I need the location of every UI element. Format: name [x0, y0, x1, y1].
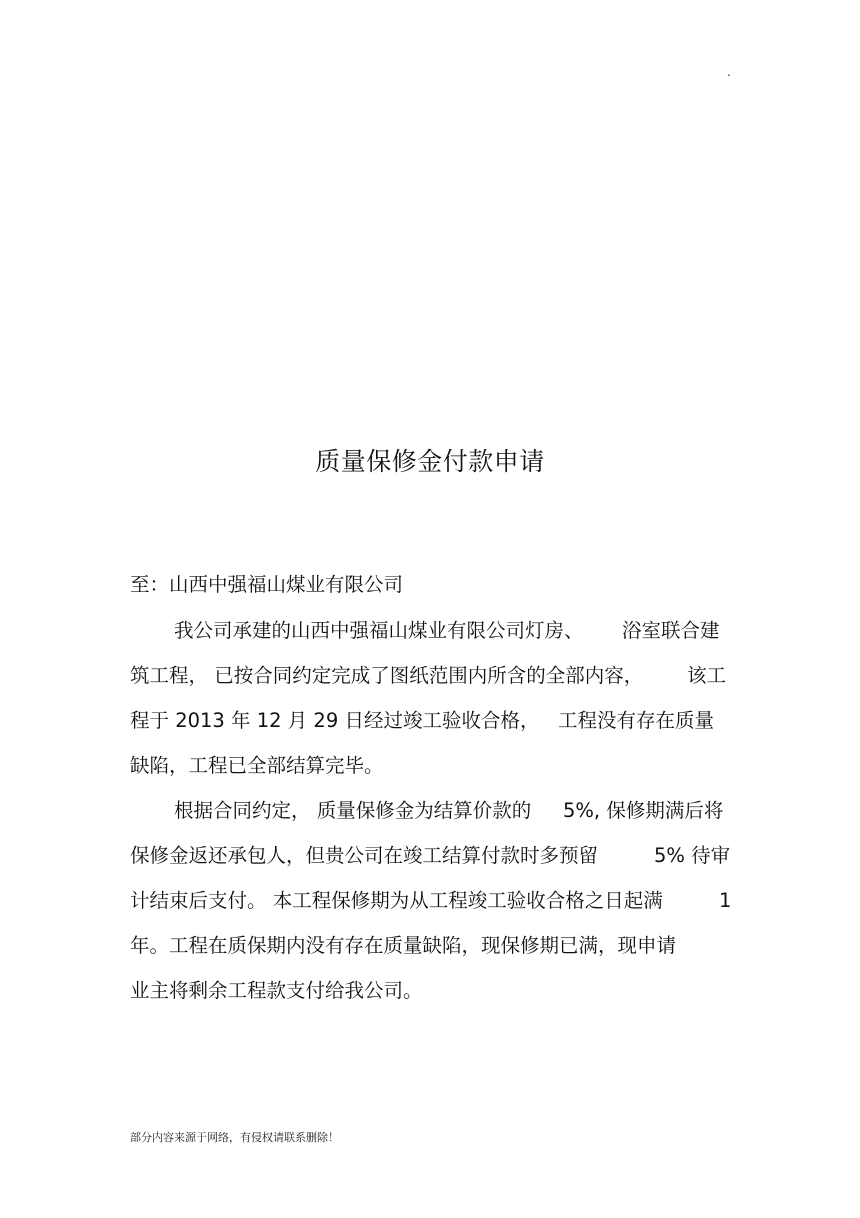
- paragraph-2-line-1-part-2: 5%, 保修期满后将: [563, 799, 724, 822]
- paragraph-1-line-3: [0, 706, 860, 736]
- paragraph-2-line-1-part-1: 根据合同约定， 质量保修金为结算价款的: [174, 799, 532, 822]
- paragraph-2-line-2-part-1: 保修金返还承包人，但贵公司在竣工结算付款时多预留: [130, 844, 599, 867]
- paragraph-1-line-3-part-1: 程于 2013 年 12 月 29 日经过竣工验收合格，: [130, 709, 540, 732]
- paragraph-1-line-1-part-2: 浴室联合建: [622, 619, 720, 642]
- paragraph-1-line-2-part-1: 筑工程， 已按合同约定完成了图纸范围内所含的全部内容，: [130, 664, 644, 687]
- paragraph-2-line-5: 业主将剩余工程款支付给我公司。: [130, 979, 423, 1002]
- footer-disclaimer: 部分内容来源于网络，有侵权请联系删除！: [130, 1131, 339, 1144]
- paragraph-1-line-4: 缺陷，工程已全部结算完毕。: [130, 754, 384, 777]
- paragraph-2-line-3-part-2: 1: [719, 889, 732, 912]
- document-title: 质量保修金付款申请: [315, 447, 545, 476]
- paragraph-2-line-4: 年。工程在质保期内没有存在质量缺陷，现保修期已满，现申请: [130, 934, 677, 957]
- paragraph-1-line-3-part-2: 工程没有存在质量: [558, 709, 715, 732]
- paragraph-1-line-2-part-2: 该工: [687, 664, 727, 687]
- corner-mark: .: [727, 65, 731, 79]
- paragraph-2-line-3-part-1: 计结束后支付。 本工程保修期为从工程竣工验收合格之日起满: [130, 889, 663, 912]
- paragraph-2-line-3: [0, 886, 860, 916]
- recipient-line: 至：山西中强福山煤业有限公司: [130, 573, 404, 596]
- paragraph-2-line-2-part-2: 5% 待审: [654, 844, 731, 867]
- paragraph-1-line-1: [0, 616, 860, 646]
- paragraph-1-line-1-part-1: 我公司承建的山西中强福山煤业有限公司灯房、: [174, 619, 584, 642]
- paragraph-2-line-1: [0, 796, 860, 826]
- paragraph-2-line-2: [0, 841, 860, 871]
- paragraph-1-line-2: [0, 661, 860, 691]
